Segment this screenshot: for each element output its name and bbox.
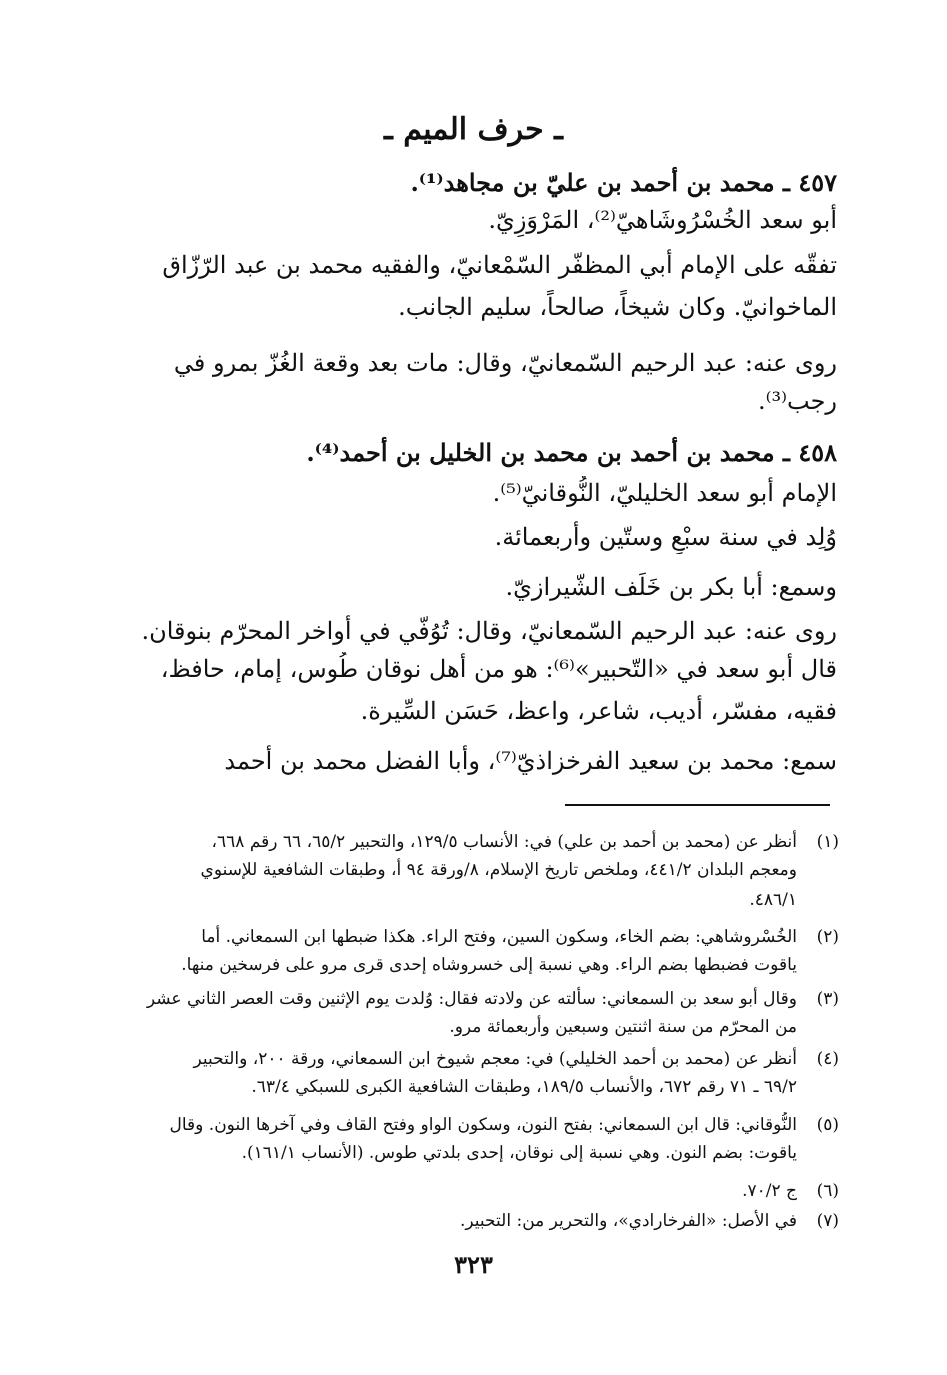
footnote-line: الخُسْروشاهي: بضم الخاء، وسكون السين، وفتح الراء. هكذا ضبطها ابن السمعاني. أما — [201, 927, 797, 947]
footnote-line: أنظر عن (محمد بن أحمد الخليلي) في: معجم شيوخ ابن السمعاني، ورقة ٢٠٠، والتحبير — [193, 1049, 797, 1069]
body-line: روى عنه: عبد الرحيم السّمعانيّ، وقال: تُوُفّي في أواخر المحرّم بنوقان. — [141, 617, 837, 645]
body-line: وسمع: أبا بكر بن خَلَف الشّيرازيّ. — [505, 573, 837, 601]
footnote-number: (٦) — [816, 1181, 839, 1201]
footnote-number: (٤) — [816, 1049, 839, 1069]
footnote-line: ج ٧٠/٢. — [742, 1181, 797, 1201]
section-title: ـ حرف الميم ـ — [384, 112, 563, 147]
body-line: الإمام أبو سعد الخليليّ، النُّوقانيّ⁽⁵⁾. — [492, 479, 837, 507]
footnote-line: في الأصل: «الفرخارادي»، والتحرير من: التحبير. — [460, 1211, 797, 1231]
body-line: قال أبو سعد في «التّحبير»⁽⁶⁾: هو من أهل نوقان طُوس، إمام، حافظ، — [160, 655, 837, 683]
footnote-line: ٦٩/٢ ـ ٧١ رقم ٦٧٢، والأنساب ١٨٩/٥، وطبقات الشافعية الكبرى للسبكي ٦٣/٤. — [251, 1077, 797, 1097]
footnote-line: النُّوقاني: قال ابن السمعاني: بفتح النون، وسكون الواو وفتح القاف وفي آخرها النون. وقال — [169, 1115, 797, 1135]
footnote-line: وقال أبو سعد بن السمعاني: سألته عن ولادته فقال: وُلدت يوم الإثنين وقت العصر الثاني عشر — [146, 989, 797, 1009]
footnote-number: (٧) — [816, 1211, 839, 1231]
body-line: روى عنه: عبد الرحيم السّمعانيّ، وقال: مات بعد وقعة الغُزّ بمرو في — [173, 349, 837, 377]
footnote-number: (٥) — [816, 1115, 839, 1135]
footnote-number: (٣) — [816, 989, 839, 1009]
entry-457-heading: ٤٥٧ ـ محمد بن أحمد بن عليّ بن مجاهد⁽¹⁾. — [410, 168, 837, 197]
body-line: فقيه، مفسّر، أديب، شاعر، واعظ، حَسَن السِّيرة. — [360, 697, 837, 725]
footnote-line: ياقوت: بضم النون. وهي نسبة إلى نوقان، إحدى بلدتي طوس. (الأنساب ١٦١/١). — [241, 1143, 797, 1163]
page-number: ٣٢٣ — [454, 1250, 493, 1279]
entry-458-heading: ٤٥٨ ـ محمد بن أحمد بن محمد بن الخليل بن أحمد⁽⁴⁾. — [306, 438, 837, 467]
footnote-number: (٢) — [816, 927, 839, 947]
body-line: أبو سعد الخُسْرُوشَاهيّ⁽²⁾، المَرْوَزِيّ. — [488, 206, 837, 234]
body-line: تفقّه على الإمام أبي المظفّر السّمْعانيّ، والفقيه محمد بن عبد الرّزّاق — [162, 251, 837, 279]
body-line: رجب⁽³⁾. — [757, 387, 837, 415]
body-line: الماخوانيّ. وكان شيخاً، صالحاً، سليم الجانب. — [398, 293, 837, 321]
body-line: سمع: محمد بن سعيد الفرخزاذيّ⁽⁷⁾، وأبا الفضل محمد بن أحمد — [224, 747, 837, 775]
footnote-line: ياقوت فضبطها بضم الراء. وهي نسبة إلى خسروشاه إحدى قرى مرو على فرسخين منها. — [181, 955, 797, 975]
footnote-line: ٤٨٦/١. — [749, 890, 797, 910]
footnote-separator — [565, 804, 830, 806]
footnote-line: من المحرّم من سنة اثنتين وسبعين وأربعمائة مرو. — [449, 1017, 797, 1037]
footnote-number: (١) — [816, 832, 839, 852]
body-line: وُلِد في سنة سبْعٍ وستّين وأربعمائة. — [494, 523, 837, 551]
footnote-line: ومعجم البلدان ٤٤١/٢، وملخص تاريخ الإسلام، ٨/ورقة ٩٤ أ، وطبقات الشافعية للإسنوي — [200, 860, 797, 880]
footnote-line: أنظر عن (محمد بن أحمد بن علي) في: الأنساب ١٢٩/٥، والتحبير ٦٥/٢، ٦٦ رقم ٦٦٨، — [211, 832, 797, 852]
